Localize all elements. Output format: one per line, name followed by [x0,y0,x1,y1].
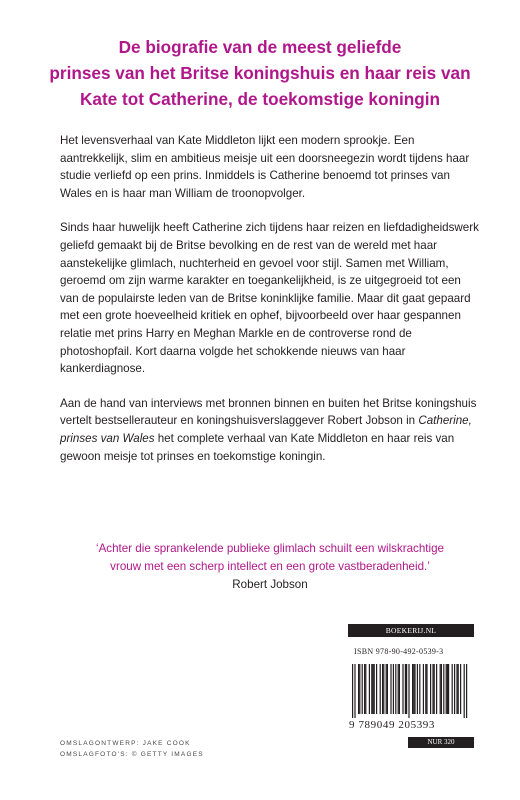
back-cover-headline [30,34,490,112]
barcode [348,664,474,718]
book-title-italic: Catherine, prinses van Wales [60,414,472,445]
barcode-digits: 9 789049 205393 [349,719,435,731]
paragraph-3-outro: het complete verhaal van Kate Middleton en haar reis van gewoon meisje tot prinses en toekomstige koningin. [60,431,455,463]
pull-quote [60,540,480,594]
cover-photo-credit: OMSLAGFOTO'S: © GETTY IMAGES [60,751,204,758]
nur-code-label: NUR 320 [408,737,474,748]
paragraph-3-intro: Aan de hand van interviews met bronnen binnen en buiten het Britse koningshuis vertelt bestsellerauteur en koningshuisverslaggever Robert Jobson in [60,396,477,428]
blurb-paragraph-2: Sinds haar huwelijk heeft Catherine zich tijdens haar reizen en liefdadigheidswerk geliefd gemaakt bij de Britse bevolking en de rest van de wereld met haar aanstekelijke glimlach, nuchterheid en gevoel voor stijl. Samen met William, geroemd om zijn warme karakter en toegankelijkheid, is ze uitgegroeid tot een van de populairste leden van de Britse koninklijke familie. Maar dit gaat gepaard met een grote hoeveelheid kritiek en ophef, bijvoorbeeld over haar gespannen relatie met prins Harry en Meghan Markle en de controverse rond de photoshopfail. Kort daarna volgde het schokkende nieuws van haar kankerdiagnose. [60,221,479,376]
cover-credits [60,738,204,760]
quote-line-1: ‘Achter die sprankelende publieke glimlach schuilt een wilskrachtige [96,542,444,555]
barcode-icon [348,664,474,718]
quote-line-2: vrouw met een scherp intellect en een grote vastberadenheid.’ [110,560,430,573]
blurb-body [60,132,480,482]
blurb-paragraph-1: Het levensverhaal van Kate Middleton lijkt een modern sprookje. Een aantrekkelijk, slim en ambitieus meisje uit een doorsneegezin wordt tijdens haar studie verliefd op een prins. Inmiddels is Catherine benoemd tot prinses van Wales en is haar man William de troonopvolger. [60,134,470,200]
blurb-paragraph-3 [60,395,480,465]
cover-design-credit: OMSLAGONTWERP: JAKE COOK [60,740,191,747]
headline-line-2: prinses van het Britse koningshuis en haar reis van [49,63,471,83]
isbn-barcode-block [348,624,474,748]
publisher-url-label: BOEKERIJ.NL [348,624,474,637]
isbn-number: ISBN 978-90-492-0539-3 [354,647,444,656]
headline-line-3: Kate tot Catherine, de toekomstige koningin [79,89,441,109]
quote-author: Robert Jobson [232,578,308,591]
headline-line-1: De biografie van de meest geliefde [118,37,402,57]
